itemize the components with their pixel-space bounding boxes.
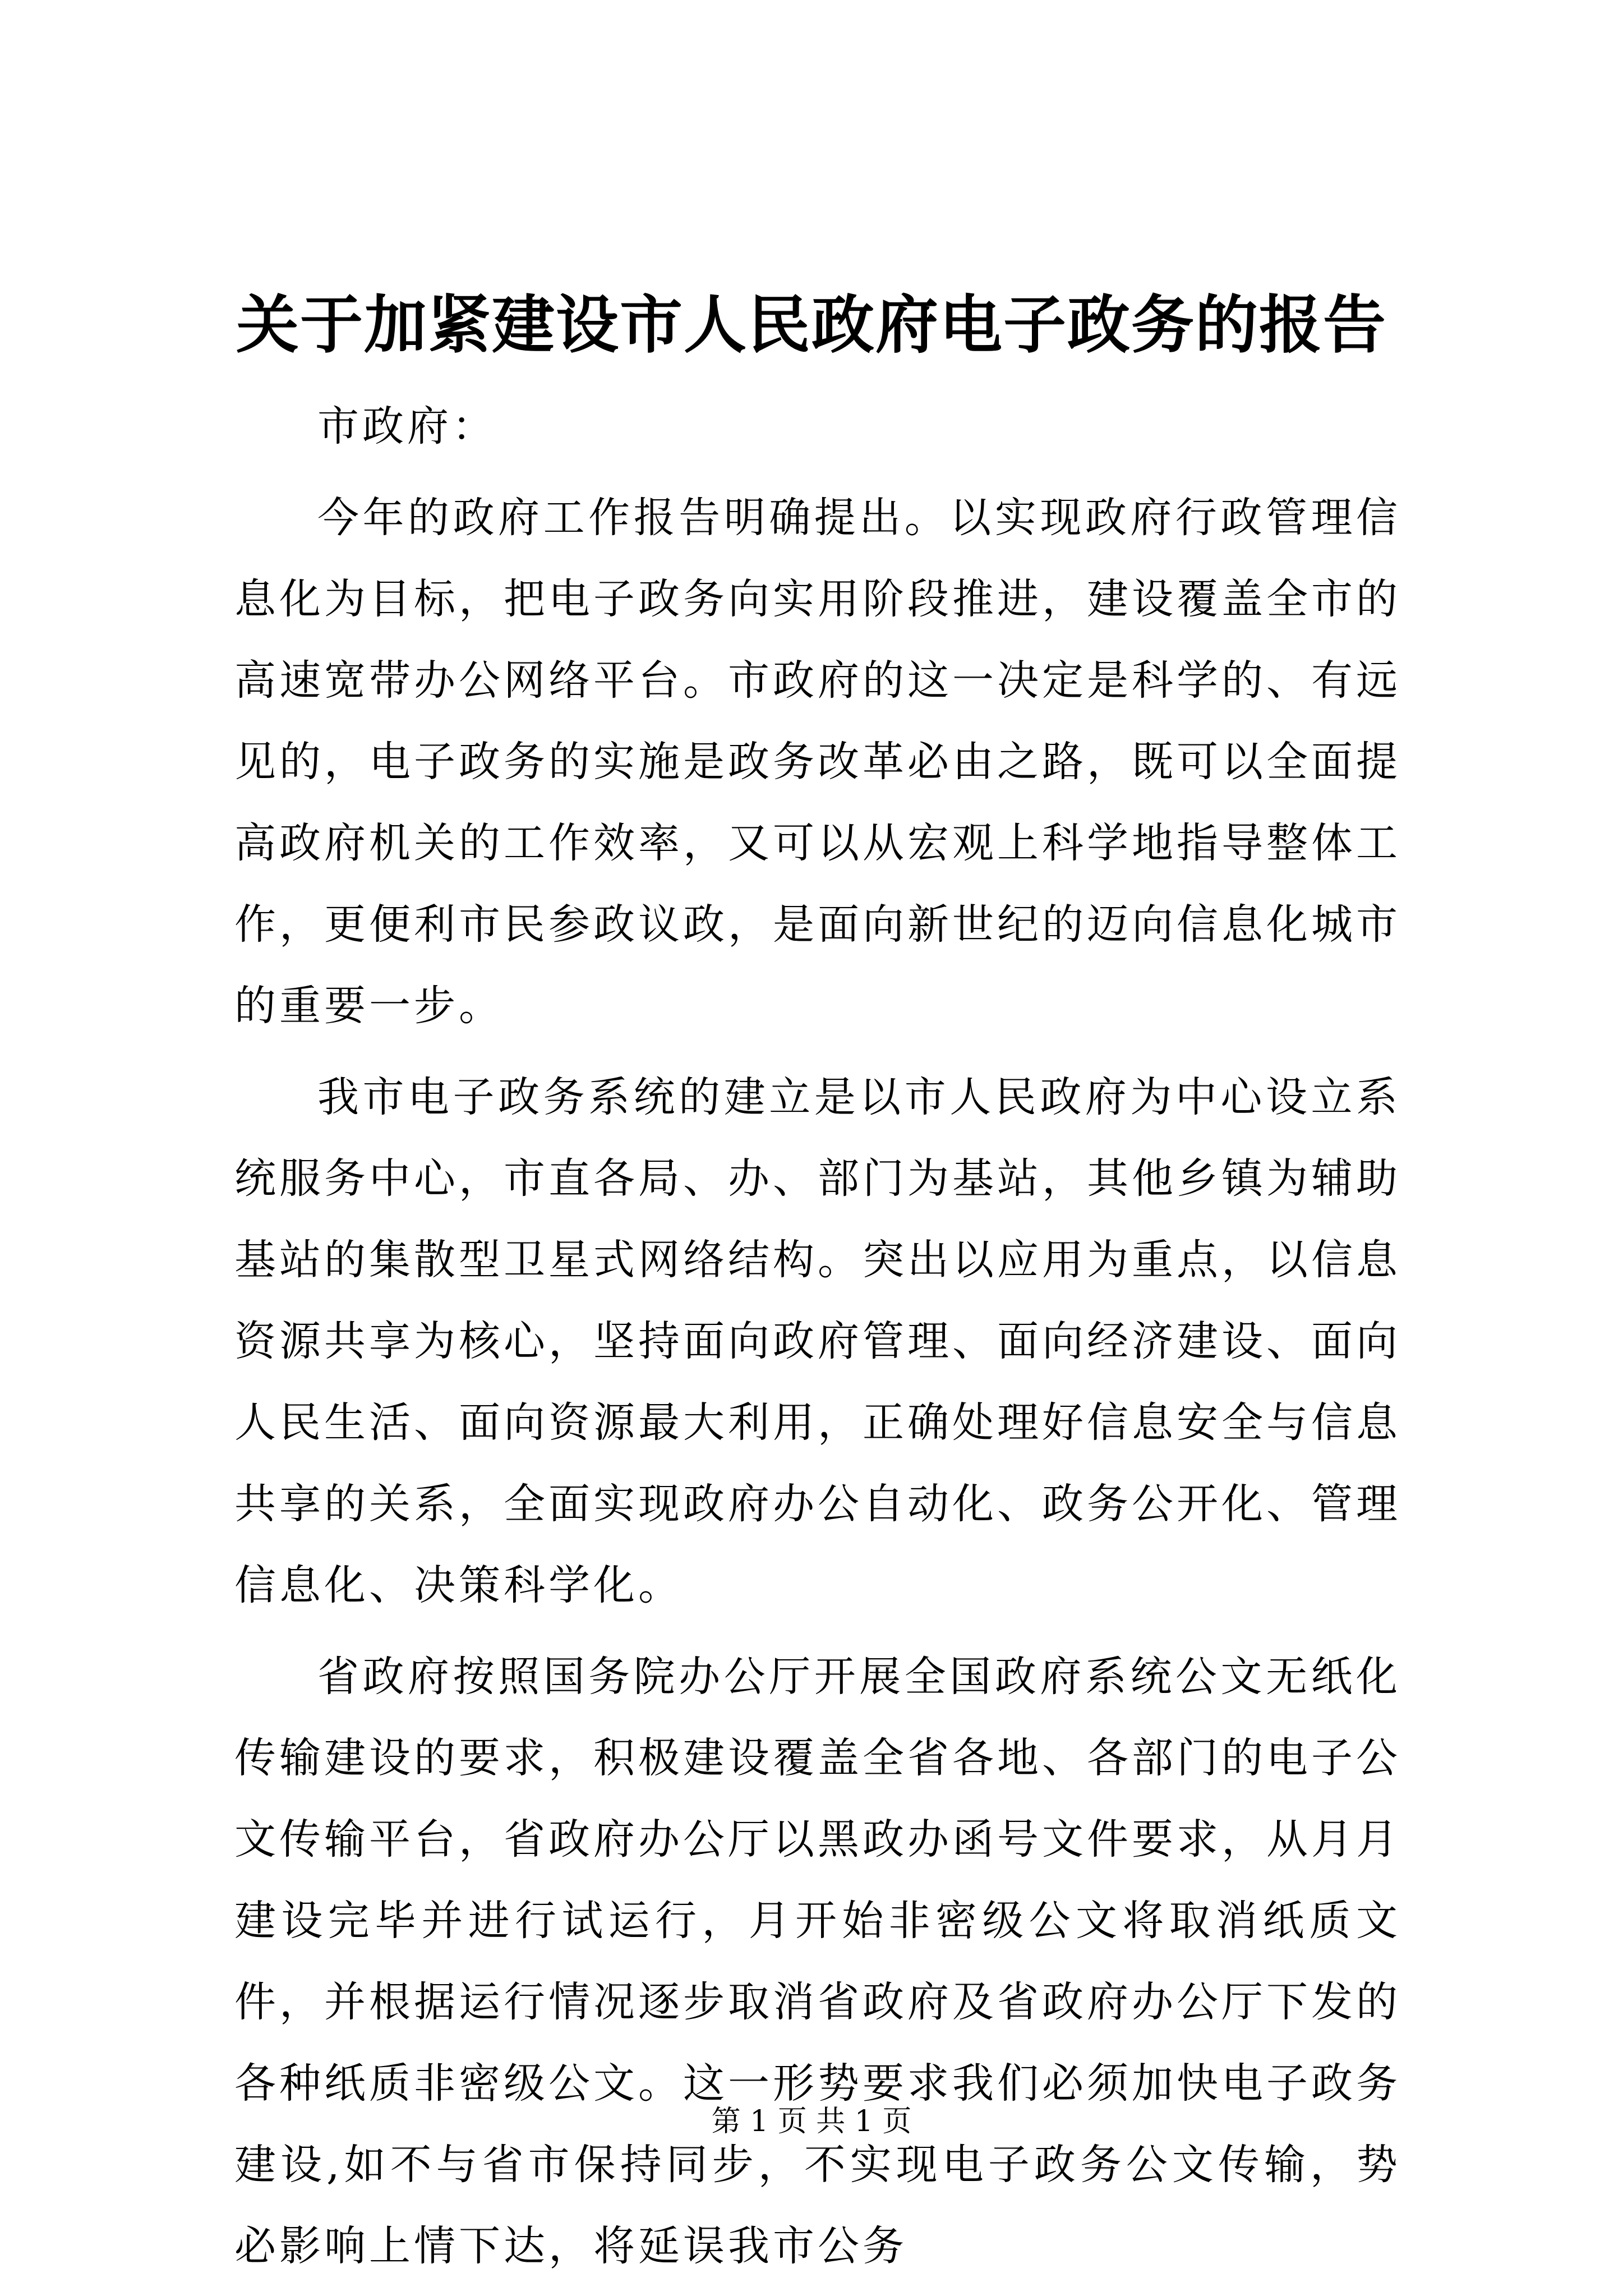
document-title: 关于加紧建设市人民政府电子政务的报告	[236, 288, 1387, 362]
paragraph-3: 省政府按照国务院办公厅开展全国政府系统公文无纸化传输建设的要求，积极建设覆盖全省各地、各部门的电子公文传输平台，省政府办公厅以黑政办函号文件要求，从月月建设完毕并进行试运行，月开始非密级公文将取消纸质文件，并根据运行情况逐步取消省政府及省政府办公厅下发的各种纸质非密级公文。这一形势要求我们必须加快电子政务建设,如不与省市保持同步，不实现电子政务公文传输，势必影响上情下达，将延误我市公务	[234, 1653, 1401, 2270]
salutation: 市政府：	[317, 402, 497, 450]
document-body	[234, 386, 1401, 2287]
paragraph-2: 我市电子政务系统的建立是以市人民政府为中心设立系统服务中心，市直各局、办、部门为基站，其他乡镇为辅助基站的集散型卫星式网络结构。突出以应用为重点，以信息资源共享为核心，坚持面向政府管理、面向经济建设、面向人民生活、面向资源最大利用，正确处理好信息安全与信息共享的关系，全面实现政府办公自动化、政务公开化、管理信息化、决策科学化。	[234, 1073, 1401, 1609]
page-number-footer: 第 1 页 共 1 页	[711, 2105, 912, 2138]
paragraph-1: 今年的政府工作报告明确提出。以实现政府行政管理信息化为目标，把电子政务向实用阶段推进，建设覆盖全市的高速宽带办公网络平台。市政府的这一决定是科学的、有远见的，电子政务的实施是政务改革必由之路，既可以全面提高政府机关的工作效率，又可以从宏观上科学地指导整体工作，更便利市民参政议政，是面向新世纪的迈向信息化城市的重要一步。	[234, 494, 1401, 1030]
